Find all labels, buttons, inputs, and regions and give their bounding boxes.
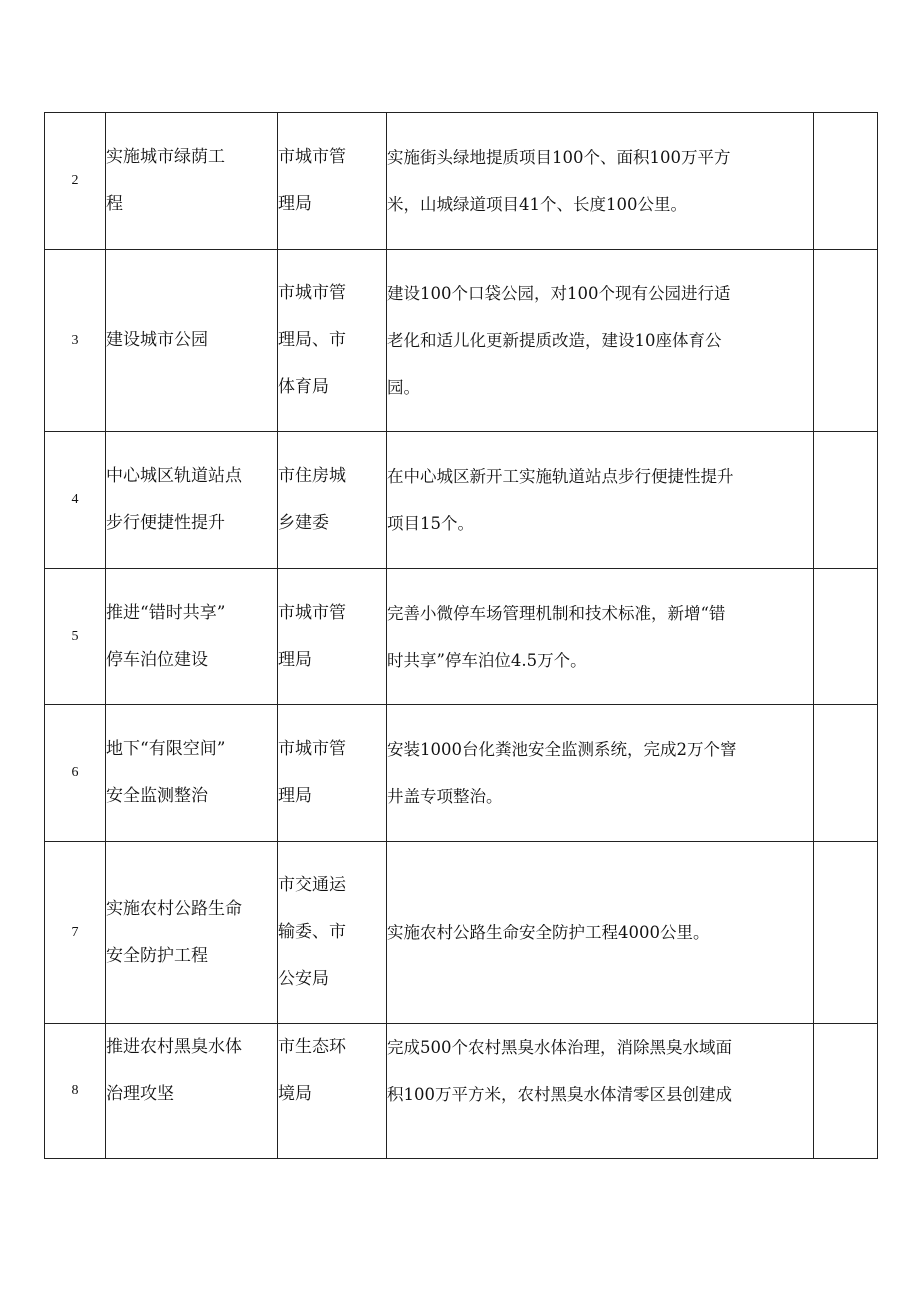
- responsible-dept: 市城市管 理局: [278, 569, 387, 705]
- table-row: [45, 1024, 878, 1159]
- empty-cell: [814, 113, 878, 250]
- table-row: [45, 842, 878, 1024]
- row-number: 4: [45, 432, 106, 569]
- task-content: 安装1000台化粪池安全监测系统，完成2万个窨 井盖专项整治。: [387, 705, 814, 842]
- task-name: 地下“有限空间” 安全监测整治: [106, 705, 278, 842]
- row-number: 3: [45, 250, 106, 432]
- row-number: 8: [45, 1024, 106, 1159]
- task-content: 完善小微停车场管理机制和技术标准，新增“错 时共享”停车泊位4.5万个。: [387, 569, 814, 705]
- responsible-dept: 市住房城 乡建委: [278, 432, 387, 569]
- empty-cell: [814, 569, 878, 705]
- task-content: 完成500个农村黑臭水体治理，消除黑臭水域面 积100万平方米，农村黑臭水体清零区县创建成: [387, 1024, 814, 1159]
- responsible-dept: 市交通运 输委、市 公安局: [278, 842, 387, 1024]
- row-number: 6: [45, 705, 106, 842]
- task-content: 实施农村公路生命安全防护工程4000公里。: [387, 842, 814, 1024]
- row-number: 5: [45, 569, 106, 705]
- table-row: [45, 250, 878, 432]
- task-name: 推进农村黑臭水体 治理攻坚: [106, 1024, 278, 1159]
- responsible-dept: 市城市管 理局、市 体育局: [278, 250, 387, 432]
- task-name: 推进“错时共享” 停车泊位建设: [106, 569, 278, 705]
- task-name: 实施城市绿荫工 程: [106, 113, 278, 250]
- task-content: 建设100个口袋公园，对100个现有公园进行适 老化和适儿化更新提质改造，建设10座体育公 园。: [387, 250, 814, 432]
- row-number: 2: [45, 113, 106, 250]
- table-row: [45, 432, 878, 569]
- empty-cell: [814, 432, 878, 569]
- table-row: [45, 113, 878, 250]
- task-content: 在中心城区新开工实施轨道站点步行便捷性提升 项目15个。: [387, 432, 814, 569]
- task-name: 中心城区轨道站点 步行便捷性提升: [106, 432, 278, 569]
- task-name: 实施农村公路生命 安全防护工程: [106, 842, 278, 1024]
- empty-cell: [814, 1024, 878, 1159]
- responsible-dept: 市城市管 理局: [278, 113, 387, 250]
- empty-cell: [814, 842, 878, 1024]
- task-table: [44, 112, 878, 1159]
- responsible-dept: 市城市管 理局: [278, 705, 387, 842]
- task-name: 建设城市公园: [106, 250, 278, 432]
- responsible-dept: 市生态环 境局: [278, 1024, 387, 1159]
- row-number: 7: [45, 842, 106, 1024]
- empty-cell: [814, 705, 878, 842]
- empty-cell: [814, 250, 878, 432]
- table-row: [45, 569, 878, 705]
- table-row: [45, 705, 878, 842]
- task-content: 实施街头绿地提质项目100个、面积100万平方 米，山城绿道项目41个、长度100公里。: [387, 113, 814, 250]
